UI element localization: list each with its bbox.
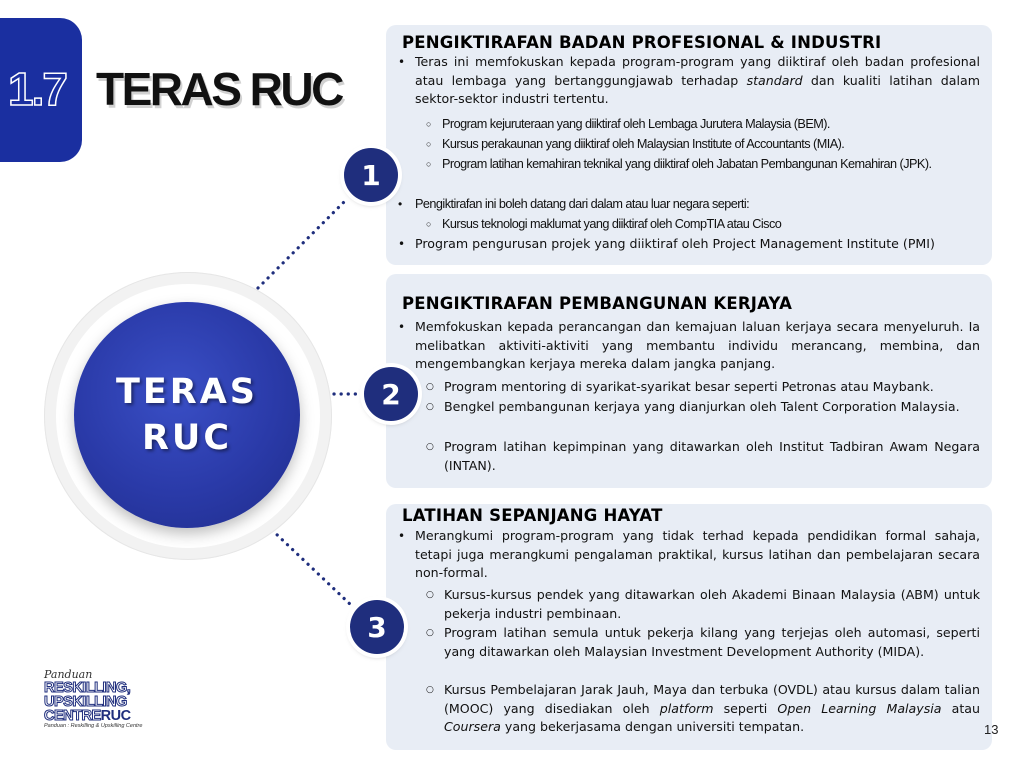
number-badge-3: 3: [350, 600, 404, 654]
card-2-sub-1-text: Program mentoring di syarikat-syarikat besar seperti Petronas atau Maybank.: [444, 379, 934, 394]
core-title-line2: RUC: [141, 418, 233, 458]
card-1-title: PENGIKTIRAFAN BADAN PROFESIONAL & INDUSTRI: [402, 33, 882, 52]
section-number: 1.7: [8, 63, 66, 115]
brand-logo: [44, 668, 154, 740]
card-3-bullet-1-text: Merangkumi program-program yang tidak terhad kepada pendidikan formal sahaja, tetapi juga merangkumi pengalaman praktikal, kursus latihan dan pembelajaran secara non-formal.: [415, 528, 980, 581]
card-3-sub-1-text: Kursus-kursus pendek yang ditawarkan oleh Akademi Binaan Malaysia (ABM) untuk pekerja industri pembinaan.: [444, 587, 980, 621]
card-3-sub-3-text: Kursus Pembelajaran Jarak Jauh, Maya dan terbuka (OVDL) atau kursus dalam talian (MOOC) yang disediakan oleh: [444, 682, 980, 716]
card-1-bullet-1-text: Teras ini memfokuskan kepada program-program yang diiktiraf oleh badan profesional atau lembaga yang bertanggungjawab terhadap: [415, 54, 980, 88]
card-3-sub-3-em-platform: platform: [659, 700, 714, 716]
card-3-title: LATIHAN SEPANJANG HAYAT: [402, 506, 663, 525]
page-number: 13: [984, 722, 999, 737]
card-2-bullet-1: • Memfokuskan kepada perancangan dan kemajuan laluan kerjaya secara menyeluruh. Ia melibatkan aktiviti-aktiviti yang membantu individu merancang, membina, dan mengembangkan kerjaya mereka dalam jangka panjang.: [398, 318, 980, 374]
logo-subtitle: Panduan : Reskilling & Upskilling Centre: [44, 723, 143, 729]
card-3-bullet-1: • Merangkumi program-program yang tidak terhad kepada pendidikan formal sahaja, tetapi juga merangkumi pengalaman praktikal, kursus latihan dan pembelajaran secara non-formal.: [398, 527, 980, 583]
logo-line-3-a: CENTRE: [44, 708, 101, 724]
card-1-bullet-2: • Pengiktirafan ini boleh datang dari dalam atau luar negara seperti:: [398, 195, 980, 215]
core-title-line1: TERAS: [115, 372, 259, 412]
card-1-bullet-2-text: Pengiktirafan ini boleh datang dari dalam atau luar negara seperti:: [415, 197, 750, 211]
logo-ruc: RUC: [100, 708, 131, 724]
card-2-sub-2: ○ Bengkel pembangunan kerjaya yang dianjurkan oleh Talent Corporation Malaysia.: [426, 398, 980, 417]
card-3-sub-3-text-and: atau: [941, 700, 980, 716]
card-3-sub-2-text: Program latihan semula untuk pekerja kilang yang terjejas oleh automasi, seperti yang ditawarkan oleh Malaysian Investment Development Authority (MIDA).: [444, 625, 980, 659]
card-2: [386, 274, 992, 488]
logo-line-3: [44, 709, 154, 723]
card-1-sub-2-text: Kursus perakaunan yang diiktiraf oleh Malaysian Institute of Accountants (MIA).: [442, 137, 845, 151]
card-1: [386, 25, 992, 265]
number-badge-2: 2: [364, 367, 418, 421]
logo-line-1: RESKILLING,: [44, 680, 131, 696]
card-1-bullet-1-text-end: dan kualiti latihan dalam sektor-sektor industri tertentu.: [415, 72, 980, 107]
page-title: TERAS RUC: [96, 63, 342, 115]
card-2-bullet-1-text: Memfokuskan kepada perancangan dan kemajuan laluan kerjaya secara menyeluruh. Ia melibatkan aktiviti-aktiviti yang membantu individu merancang, membina, dan mengembangkan kerjaya mereka dalam jangka panjang.: [415, 319, 980, 372]
card-2-sub-2-text: Bengkel pembangunan kerjaya yang dianjurkan oleh Talent Corporation Malaysia.: [444, 399, 960, 414]
logo-line-2: UPSKILLING: [44, 694, 127, 710]
card-1-sub-4-text: Kursus teknologi maklumat yang diiktiraf oleh CompTIA atau Cisco: [442, 217, 782, 231]
card-1-sub-3-text: Program latihan kemahiran teknikal yang diiktiraf oleh Jabatan Pembangunan Kemahiran (JPK).: [442, 157, 932, 171]
card-1-bullet-1: • Teras ini memfokuskan kepada program-program yang diiktiraf oleh badan profesional atau lembaga yang bertanggungjawab terhadap standard dan kualiti latihan dalam sektor-sektor industri tertentu.: [398, 54, 980, 107]
card-1-sub-1-text: Program kejuruteraan yang diiktiraf oleh Lembaga Jurutera Malaysia (BEM).: [442, 117, 830, 131]
card-3-sub-2: ○ Program latihan semula untuk pekerja kilang yang terjejas oleh automasi, seperti yang ditawarkan oleh Malaysian Investment Development Authority (MIDA).: [426, 624, 980, 661]
card-2-sub-3: ○ Program latihan kepimpinan yang ditawarkan oleh Institut Tadbiran Awam Negara (INTAN).: [426, 438, 980, 475]
card-3-sub-3-text-mid: seperti: [713, 700, 778, 716]
card-2-sub-1: ○ Program mentoring di syarikat-syarikat besar seperti Petronas atau Maybank.: [426, 378, 980, 397]
card-2-title: PENGIKTIRAFAN PEMBANGUNAN KERJAYA: [402, 294, 793, 313]
card-3-sub-1: ○ Kursus-kursus pendek yang ditawarkan oleh Akademi Binaan Malaysia (ABM) untuk pekerja industri pembinaan.: [426, 586, 980, 623]
card-1-bullet-3-text: Program pengurusan projek yang diiktiraf oleh Project Management Institute (PMI): [415, 236, 935, 251]
card-1-sub-2: ○ Kursus perakaunan yang diiktiraf oleh Malaysian Institute of Accountants (MIA).: [426, 135, 980, 155]
logo-script: Panduan: [44, 668, 93, 681]
number-badge-1: 1: [344, 148, 398, 202]
card-1-sub-1: ○ Program kejuruteraan yang diiktiraf oleh Lembaga Jurutera Malaysia (BEM).: [426, 115, 980, 135]
card-1-bullet-1-emphasis: standard: [746, 72, 803, 88]
card-1-sub-4: ○ Kursus teknologi maklumat yang diiktiraf oleh CompTIA atau Cisco: [426, 215, 980, 235]
core-circle: [74, 302, 300, 528]
card-3-sub-3-text-end: yang bekerjasama dengan universiti tempatan.: [500, 719, 805, 735]
card-3-sub-3: ○ Kursus Pembelajaran Jarak Jauh, Maya dan terbuka (OVDL) atau kursus dalam talian (MOOC) yang disediakan oleh platform seperti Open Learning Malaysia atau Coursera yang bekerjasama dengan universiti tempatan.: [426, 682, 980, 735]
card-2-sub-3-text: Program latihan kepimpinan yang ditawarkan oleh Institut Tadbiran Awam Negara (INTAN).: [444, 439, 980, 473]
card-3-sub-3-em-coursera: Coursera: [444, 719, 501, 735]
card-3-sub-3-em-open-learning: Open Learning Malaysia: [777, 700, 942, 716]
card-1-bullet-3: • Program pengurusan projek yang diiktiraf oleh Project Management Institute (PMI): [398, 235, 980, 254]
card-1-sub-3: ○ Program latihan kemahiran teknikal yang diiktiraf oleh Jabatan Pembangunan Kemahiran (JPK).: [426, 155, 980, 175]
card-3: [386, 504, 992, 750]
